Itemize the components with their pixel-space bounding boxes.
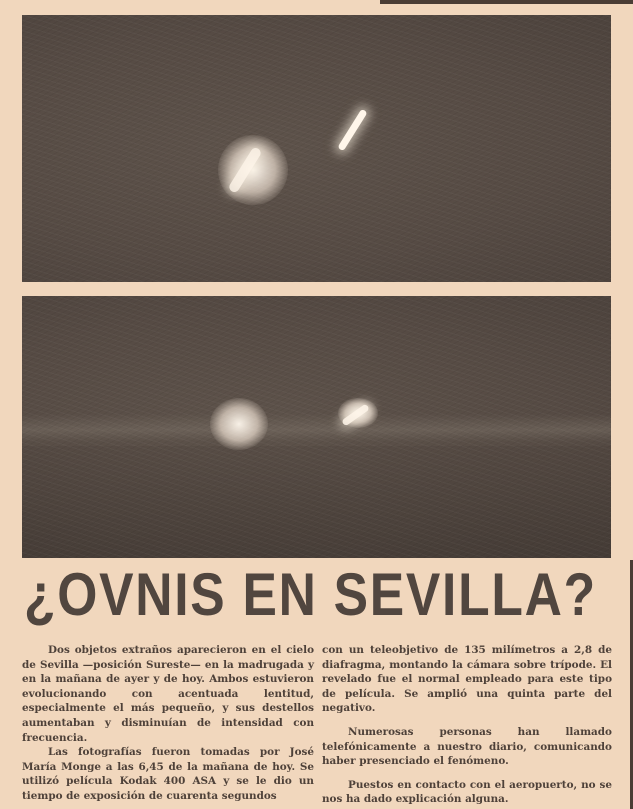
photo-ufo-sky-1 <box>22 15 611 282</box>
article-paragraph: Puestos en contacto con el aeropuerto, no se nos ha dado explicación alguna. <box>322 778 612 806</box>
article-paragraph: Dos objetos extraños aparecieron en el cielo de Sevilla —posición Sureste— en la madrugada y en la mañana de ayer y de hoy. Ambos estuvieron evolucionando con acentuada lentitud, especialmente el más pequeño, y sus destellos aumentaban y disminuían de intensidad con frecuencia. <box>22 644 314 744</box>
photo-grain <box>22 15 611 282</box>
photo-grain <box>22 296 611 558</box>
photo-ufo-sky-2 <box>22 296 611 558</box>
article-paragraph: con un teleobjetivo de 135 milímetros a 2,8 de diafragma, montando la cámara sobre trípode. El revelado fue el normal empleado para este tipo de película. Se amplió una quinta parte del negativo. <box>322 644 612 715</box>
article-column-right <box>322 643 612 807</box>
article-paragraph: Numerosas personas han llamado telefónicamente a nuestro diario, comunicando haber presenciado el fenómeno. <box>322 725 612 768</box>
article-paragraph: Las fotografías fueron tomadas por José María Monge a las 6,45 de la mañana de hoy. Se utilizó película Kodak 400 ASA y se le dio un tiempo de exposición de cuarenta segundos <box>22 746 314 802</box>
article-column-left <box>22 643 314 804</box>
headline: ¿OVNIS EN SEVILLA? <box>24 561 597 628</box>
light-object-large <box>218 135 288 205</box>
page-edge-top <box>380 0 633 4</box>
light-object-large <box>210 398 268 450</box>
